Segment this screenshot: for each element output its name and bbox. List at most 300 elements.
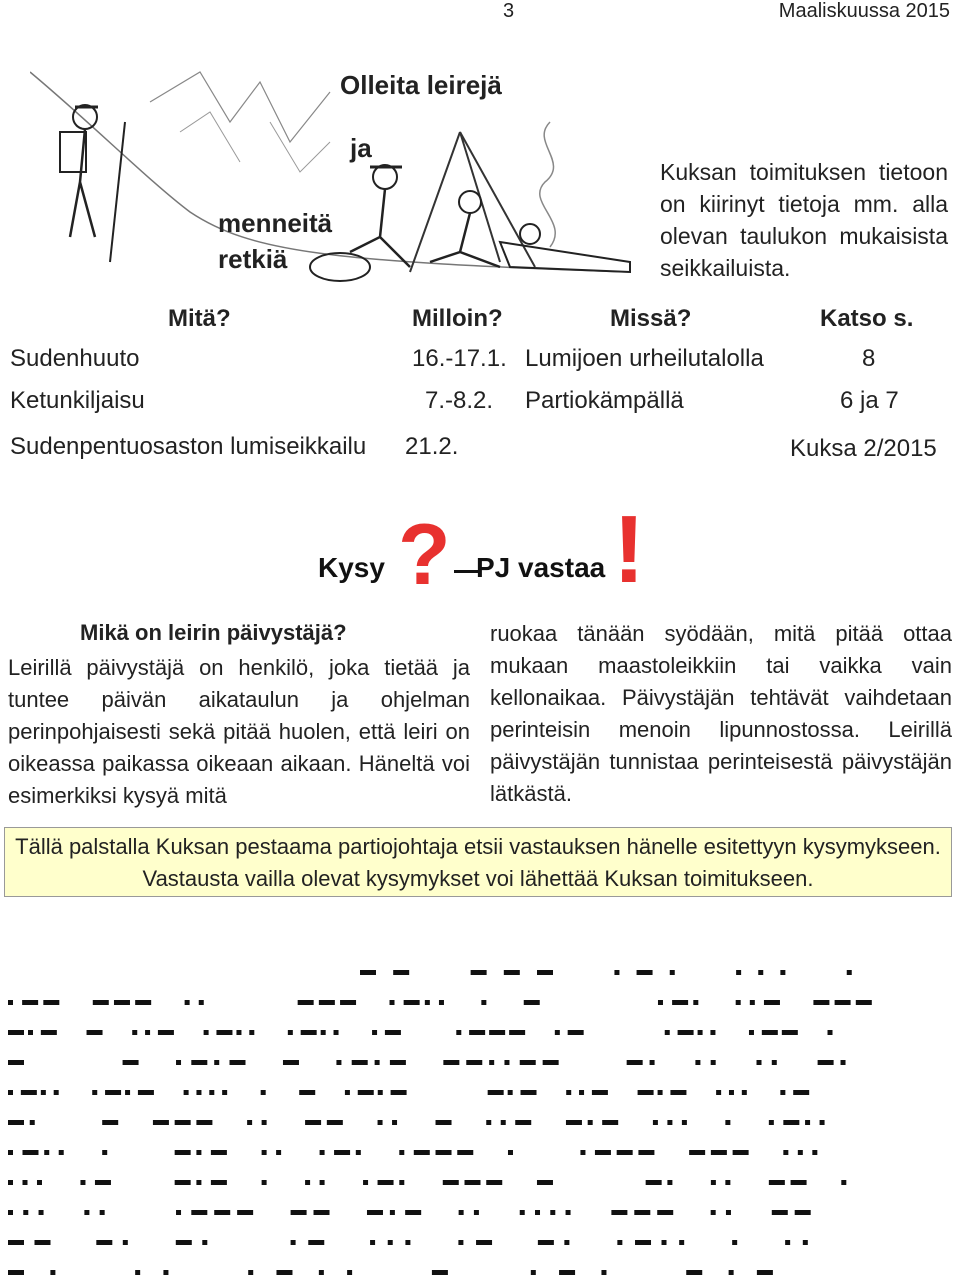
morse-dot: [805, 1120, 810, 1125]
morse-dot: [41, 1090, 46, 1095]
morse-dot: [405, 1240, 410, 1245]
morse-dash: [769, 1180, 785, 1185]
morse-dot: [176, 1210, 181, 1215]
morse-dot: [320, 1150, 325, 1155]
morse-dot: [520, 1210, 525, 1215]
morse-dot: [30, 1120, 35, 1125]
morse-dot: [665, 1030, 670, 1035]
morse-dot: [305, 1180, 310, 1185]
morse-dash: [34, 1240, 50, 1245]
morse-dash: [360, 970, 376, 975]
morse-dash: [757, 1270, 773, 1275]
morse-dash: [138, 1090, 154, 1095]
morse-dot: [92, 1090, 97, 1095]
morse-dash: [367, 1210, 383, 1215]
morse-dash: [637, 970, 653, 975]
morse-dot: [812, 1150, 817, 1155]
pj-vastaa-label: PJ vastaa: [476, 552, 606, 583]
morse-dot: [695, 1060, 700, 1065]
morse-dot: [8, 1210, 13, 1215]
morse-dash: [672, 1000, 688, 1005]
morse-dash: [559, 1270, 575, 1275]
morse-dot: [102, 1150, 107, 1155]
table-cell: 6 ja 7: [840, 387, 899, 414]
morse-dash: [378, 1180, 394, 1185]
issue-date: Maaliskuussa 2015: [778, 0, 950, 22]
morse-dot: [667, 1180, 672, 1185]
morse-dash: [466, 1060, 482, 1065]
morse-dot: [123, 1240, 128, 1245]
morse-dash: [436, 1120, 452, 1125]
morse-dash: [211, 1180, 227, 1185]
morse-dash: [638, 1150, 654, 1155]
morse-dot: [841, 1060, 846, 1065]
morse-dot: [8, 1180, 13, 1185]
table-cell: 16.-17.1.: [412, 345, 507, 372]
morse-dash: [87, 1030, 103, 1035]
morse-dot: [489, 1060, 494, 1065]
morse-dash: [489, 1030, 505, 1035]
table-cell: Sudenpentuosaston lumiseikkailu: [10, 433, 367, 460]
morse-dash: [634, 1210, 650, 1215]
morse-dot: [847, 970, 852, 975]
morse-dot: [262, 1180, 267, 1185]
morse-dot: [736, 1000, 741, 1005]
morse-dot: [204, 1030, 209, 1035]
answer-column-left: Leirillä päivystäjä on henkilö, joka tietää ja tuntee päivän aikataulun ja ohjelman perinpohjaisesti sekä pitää huolen, että leiri on oikeassa paikassa oikeaan aikaan. Häneltä voi esimerkiksi kysyä mitä: [8, 655, 470, 808]
col-header-when: Milloin?: [412, 305, 503, 332]
morse-dot: [725, 1180, 730, 1185]
morse-dash: [469, 1030, 485, 1035]
morse-dot: [80, 1180, 85, 1185]
morse-dot: [8, 1090, 13, 1095]
morse-dot: [248, 1270, 253, 1275]
table-cell: Kuksa 2/2015: [790, 435, 937, 462]
morse-dash: [711, 1150, 727, 1155]
morse-dash: [795, 1210, 811, 1215]
morse-dot: [288, 1030, 293, 1035]
morse-dot: [185, 1000, 190, 1005]
morse-dot: [356, 1150, 361, 1155]
info-box: Tällä palstalla Kuksan pestaama partiojohtaja etsii vastauksen hänelle esitettyyn kysymykseen. Vastausta vailla olevat kysymykset voi lähettää Kuksan toimitukseen.: [4, 827, 952, 897]
morse-dash: [443, 1060, 459, 1065]
morse-dot: [261, 1090, 266, 1095]
intro-paragraph: Kuksan toimituksen tietoon on kiirinyt tietoja mm. alla olevan taulukon mukaisista seikkailuista.: [660, 159, 948, 281]
col-header-what: Mitä?: [168, 305, 231, 332]
morse-dash: [43, 1000, 59, 1005]
morse-dash: [308, 1240, 324, 1245]
morse-dash: [41, 1030, 57, 1035]
question-title: Mikä on leirin päivystäjä?: [80, 620, 347, 645]
morse-dash: [276, 1270, 292, 1275]
morse-dot: [291, 1240, 296, 1245]
morse-dot: [84, 1210, 89, 1215]
morse-dash: [405, 1210, 421, 1215]
morse-dot: [202, 1240, 207, 1245]
morse-dash: [158, 1030, 174, 1035]
morse-dot: [828, 1030, 833, 1035]
morse-dash: [319, 1000, 335, 1005]
morse-dot: [8, 1000, 13, 1005]
morse-dash: [595, 1150, 611, 1155]
morse-dot: [769, 1120, 774, 1125]
morse-dash: [237, 1210, 253, 1215]
morse-dash: [391, 1090, 407, 1095]
morse-dash: [390, 1060, 406, 1065]
morse-dash: [782, 1030, 798, 1035]
morse-dash: [635, 1240, 651, 1245]
morse-dash: [8, 1270, 24, 1275]
morse-dot: [726, 1210, 731, 1215]
morse-dot: [390, 1000, 395, 1005]
morse-dash: [813, 1000, 829, 1005]
morse-dash: [8, 1060, 24, 1065]
morse-dash: [733, 1150, 749, 1155]
morse-dot: [145, 1030, 150, 1035]
morse-dot: [458, 1240, 463, 1245]
morse-dot: [319, 1270, 324, 1275]
morse-dot: [729, 1090, 734, 1095]
table-cell: Sudenhuuto: [10, 345, 140, 372]
morse-dot: [456, 1030, 461, 1035]
morse-dot: [617, 1240, 622, 1245]
morse-dot: [736, 970, 741, 975]
morse-dot: [535, 1210, 540, 1215]
illustration-title-2: ja: [350, 133, 372, 163]
morse-dash: [592, 1090, 608, 1095]
qa-banner: [318, 496, 658, 603]
morse-dot: [716, 1090, 721, 1095]
morse-dash: [521, 1090, 537, 1095]
morse-dot: [531, 1270, 536, 1275]
morse-dash: [772, 1210, 788, 1215]
morse-dash: [520, 1060, 536, 1065]
morse-dash: [214, 1210, 230, 1215]
morse-dot: [363, 1180, 368, 1185]
morse-dash: [414, 1150, 430, 1155]
morse-dot: [321, 1030, 326, 1035]
kysy-label: Kysy: [318, 552, 385, 583]
morse-dot: [601, 1270, 606, 1275]
table-cell: Lumijoen urheilutalolla: [525, 345, 764, 372]
morse-dash: [678, 1030, 694, 1035]
morse-dot: [214, 1060, 219, 1065]
morse-dash: [791, 1180, 807, 1185]
morse-dot: [370, 1240, 375, 1245]
table-cell: 8: [862, 345, 876, 372]
morse-dash: [504, 970, 520, 975]
morse-dot: [54, 1090, 59, 1095]
morse-dash: [301, 1030, 317, 1035]
morse-dash: [8, 1030, 24, 1035]
morse-dot: [566, 1210, 571, 1215]
morse-dot: [22, 1180, 27, 1185]
morse-dot: [176, 1060, 181, 1065]
morse-dash: [568, 1030, 584, 1035]
morse-dash: [175, 1150, 191, 1155]
morse-dash: [617, 1150, 633, 1155]
morse-dash: [229, 1060, 245, 1065]
morse-dash: [762, 1030, 778, 1035]
morse-dot: [334, 1030, 339, 1035]
morse-dot: [662, 1240, 667, 1245]
page-number: 3: [503, 0, 515, 22]
morse-dash: [457, 1150, 473, 1155]
morse-dash: [114, 1000, 130, 1005]
morse-dash: [432, 1270, 448, 1275]
morse-dot: [614, 970, 619, 975]
morse-dot: [693, 1000, 698, 1005]
morse-dash: [298, 1000, 314, 1005]
morse-dash: [299, 1090, 315, 1095]
morse-dash: [314, 1210, 330, 1215]
morse-dot: [579, 1090, 584, 1095]
col-header-see-page: Katso s.: [820, 305, 914, 332]
morse-dot: [658, 1000, 663, 1005]
morse-dot: [780, 970, 785, 975]
morse-dash: [783, 1120, 799, 1125]
morse-dash: [216, 1030, 232, 1035]
scouts-illustration: [30, 62, 635, 290]
morse-dash: [211, 1150, 227, 1155]
morse-dot: [59, 1150, 64, 1155]
morse-dash: [537, 970, 553, 975]
morse-dash: [488, 1090, 504, 1095]
morse-dash: [764, 1000, 780, 1005]
morse-dot: [682, 1120, 687, 1125]
morse-dot: [184, 1090, 189, 1095]
morse-dash: [793, 1090, 809, 1095]
exclamation-glyph: !: [613, 496, 645, 603]
morse-dot: [504, 1060, 509, 1065]
morse-dot: [262, 1150, 267, 1155]
morse-dot: [667, 1120, 672, 1125]
morse-dot: [392, 1120, 397, 1125]
morse-dot: [209, 1090, 214, 1095]
morse-dot: [711, 1210, 716, 1215]
answer-column-right: ruokaa tänään syödään, mitä pitää ottaa mukaan maastoleikkiin tai vaikka vain kellonaikaa. Päivystäjän tehtävät vaihdetaan perinteisin menoin lipunnostossa. Leirillä päivystäjän tunnistaa perinteisestä päivystäjän lätkästä.: [490, 621, 952, 806]
morse-dot: [780, 1090, 785, 1095]
morse-dot: [653, 1120, 658, 1125]
morse-dash: [105, 1090, 121, 1095]
morse-dash: [21, 1090, 37, 1095]
morse-dot: [772, 1060, 777, 1065]
morse-dot: [758, 970, 763, 975]
morse-dot: [550, 1210, 555, 1215]
col-header-where: Missä?: [610, 305, 692, 332]
morse-dot: [501, 1120, 506, 1125]
morse-dash: [646, 1180, 662, 1185]
morse-dot: [399, 1150, 404, 1155]
morse-dot: [399, 1180, 404, 1185]
morse-dot: [23, 1210, 28, 1215]
table-cell: Ketunkiljaisu: [10, 387, 145, 414]
morse-dot: [580, 1150, 585, 1155]
morse-dot: [125, 1090, 130, 1095]
morse-dot: [390, 1210, 395, 1215]
morse-dash: [102, 1120, 118, 1125]
morse-dash: [657, 1210, 673, 1215]
morse-dash: [8, 1240, 24, 1245]
morse-dot: [375, 1060, 380, 1065]
morse-dash: [358, 1090, 374, 1095]
morse-dot: [347, 1270, 352, 1275]
morse-dot: [564, 1240, 569, 1245]
morse-dash: [175, 1180, 191, 1185]
illustration-title-1: Olleita leirejä: [340, 70, 502, 100]
morse-dot: [378, 1090, 383, 1095]
morse-dash: [22, 1150, 38, 1155]
morse-dash: [566, 1120, 582, 1125]
morse-dash: [305, 1120, 321, 1125]
morse-dash: [524, 1000, 540, 1005]
morse-dash: [175, 1120, 191, 1125]
morse-dash: [835, 1000, 851, 1005]
morse-dot: [249, 1030, 254, 1035]
morse-dot: [508, 1090, 513, 1095]
morse-dash: [340, 1000, 356, 1005]
morse-dot: [262, 1120, 267, 1125]
morse-dot: [750, 1000, 755, 1005]
morse-dash: [176, 1240, 192, 1245]
morse-dot: [783, 1150, 788, 1155]
morse-dash: [818, 1060, 834, 1065]
morse-dash: [689, 1150, 705, 1155]
morse-dot: [749, 1030, 754, 1035]
morse-dot: [508, 1150, 513, 1155]
morse-dash: [8, 1120, 24, 1125]
morse-dot: [37, 1180, 42, 1185]
morse-dot: [135, 1270, 140, 1275]
morse-dash: [638, 1090, 654, 1095]
morse-dash: [334, 1150, 350, 1155]
morse-dash: [22, 1000, 38, 1005]
morse-dot: [44, 1150, 49, 1155]
morse-dot: [711, 1060, 716, 1065]
morse-dash: [196, 1120, 212, 1125]
morse-dot: [757, 1060, 762, 1065]
morse-dot: [247, 1120, 252, 1125]
morse-dash: [95, 1180, 111, 1185]
morse-dot: [236, 1030, 241, 1035]
morse-dash: [476, 1240, 492, 1245]
morse-dash: [191, 1060, 207, 1065]
morse-dot: [742, 1090, 747, 1095]
morse-dot: [388, 1240, 393, 1245]
morse-dash: [465, 1180, 481, 1185]
morse-dot: [459, 1210, 464, 1215]
morse-dot: [276, 1150, 281, 1155]
illustration-title-4: retkiä: [218, 244, 288, 274]
morse-dot: [50, 1270, 55, 1275]
morse-dash: [627, 1060, 643, 1065]
morse-dash: [538, 1240, 554, 1245]
morse-dot: [196, 1180, 201, 1185]
morse-dot: [566, 1090, 571, 1095]
morse-dot: [372, 1030, 377, 1035]
morse-dash: [283, 1060, 299, 1065]
morse-dot: [841, 1180, 846, 1185]
morse-code-pattern: [0, 960, 960, 1288]
morse-dash: [856, 1000, 872, 1005]
morse-dash: [93, 1000, 109, 1005]
morse-dash: [191, 1210, 207, 1215]
morse-dash: [611, 1210, 627, 1215]
morse-dash: [515, 1120, 531, 1125]
morse-dash: [486, 1180, 502, 1185]
table-cell: Partiokämpällä: [525, 387, 684, 414]
morse-dash: [123, 1060, 139, 1065]
morse-dash: [443, 1180, 459, 1185]
morse-dash: [670, 1090, 686, 1095]
morse-dash: [471, 970, 487, 975]
morse-dot: [555, 1030, 560, 1035]
morse-dot: [729, 1270, 734, 1275]
morse-dash: [135, 1000, 151, 1005]
morse-dot: [711, 1180, 716, 1185]
morse-dot: [803, 1240, 808, 1245]
morse-dot: [670, 970, 675, 975]
morse-dot: [481, 1000, 486, 1005]
illustration-title-3: menneitä: [218, 208, 333, 238]
morse-dash: [393, 970, 409, 975]
morse-dot: [474, 1210, 479, 1215]
morse-dash: [96, 1240, 112, 1245]
morse-dot: [698, 1030, 703, 1035]
morse-dot: [425, 1000, 430, 1005]
morse-dot: [132, 1030, 137, 1035]
morse-dot: [732, 1240, 737, 1245]
morse-dash: [327, 1120, 343, 1125]
morse-dot: [486, 1120, 491, 1125]
morse-dot: [320, 1180, 325, 1185]
morse-dot: [8, 1150, 13, 1155]
morse-dot: [798, 1150, 803, 1155]
morse-dash: [436, 1150, 452, 1155]
morse-dash: [537, 1180, 553, 1185]
morse-dash: [602, 1120, 618, 1125]
morse-dot: [196, 1150, 201, 1155]
morse-dash: [543, 1060, 559, 1065]
morse-dot: [785, 1240, 790, 1245]
morse-dot: [100, 1210, 105, 1215]
table-cell: 7.-8.2.: [425, 387, 494, 414]
morse-dot: [725, 1120, 730, 1125]
morse-dot: [222, 1090, 227, 1095]
morse-dot: [650, 1060, 655, 1065]
morse-dot: [710, 1030, 715, 1035]
morse-dot: [820, 1120, 825, 1125]
morse-dot: [28, 1030, 33, 1035]
morse-dot: [199, 1000, 204, 1005]
morse-dash: [686, 1270, 702, 1275]
morse-dot: [378, 1120, 383, 1125]
morse-dash: [291, 1210, 307, 1215]
morse-dot: [345, 1090, 350, 1095]
morse-dot: [679, 1240, 684, 1245]
morse-dash: [385, 1030, 401, 1035]
morse-dot: [588, 1120, 593, 1125]
morse-dot: [163, 1270, 168, 1275]
morse-dash: [509, 1030, 525, 1035]
morse-dot: [439, 1000, 444, 1005]
morse-dash: [153, 1120, 169, 1125]
morse-dash: [352, 1060, 368, 1065]
morse-dash: [404, 1000, 420, 1005]
morse-dot: [196, 1090, 201, 1095]
table-cell: 21.2.: [405, 433, 459, 460]
morse-dot: [658, 1090, 663, 1095]
